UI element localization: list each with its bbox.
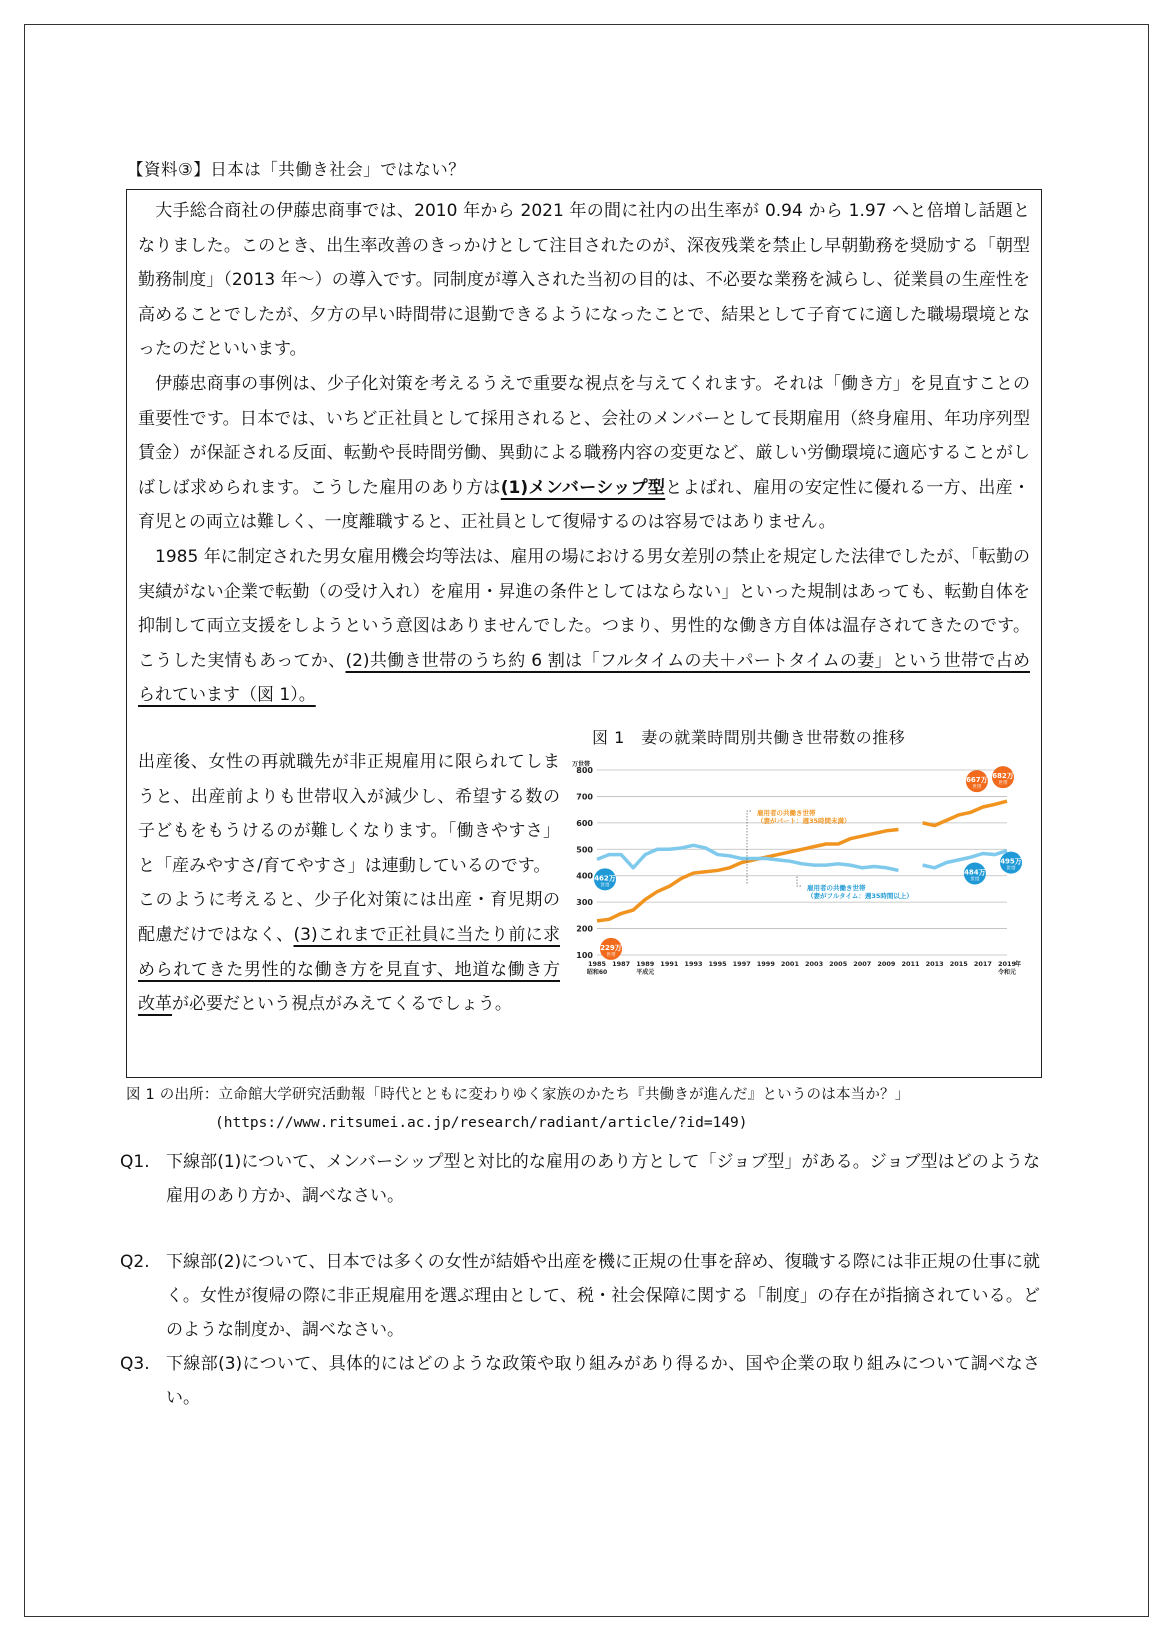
y-tick-label: 600 <box>576 818 593 828</box>
x-tick-label: 2019 <box>997 960 1017 968</box>
x-tick-label: 1993 <box>684 960 703 968</box>
question-3 <box>120 1347 1040 1415</box>
y-axis-label: 万世帯 <box>572 761 591 768</box>
question-text: 下線部(1)について、メンバーシップ型と対比的な雇用のあり方として「ジョブ型」がある。ジョブ型はどのような雇用のあり方か、調べなさい。 <box>166 1152 1040 1206</box>
y-tick-label: 700 <box>576 792 593 802</box>
x-tick-label: 令和元 <box>997 969 1017 976</box>
callout-label: 世帯 <box>1006 866 1016 872</box>
figure-source: 図 1 の出所：立命館大学研究活動報「時代とともに変わりゆく家族のかたち『共働きが進んだ』というのは本当か？」 <box>126 1087 910 1103</box>
y-tick-label: 800 <box>576 766 593 775</box>
callout-label: 462万 <box>594 874 616 883</box>
paragraph-1: 大手総合商社の伊藤忠商事では、2010 年から 2021 年の間に社内の出生率が 0.94 から 1.97 へと倍増し話題となりました。このとき、出生率改善のきっかけとして注目されたのが、深夜残業を禁止し早朝勤務を奨励する「朝型勤務制度」（2013 年～）の導入です。同制度が導入された当初の目的は、不必要な業務を減らし、従業員の生産性を高めることでしたが、夕方の早い時間帯に退勤できるようになったことで、結果として子育てに適した職場環境となったのだといいます。 <box>138 201 1030 360</box>
y-tick-label: 400 <box>576 871 593 881</box>
series-line-1 <box>923 801 1007 825</box>
callout-label: 229万 <box>600 943 622 952</box>
x-axis-label: 年 <box>1015 961 1022 968</box>
series-line-2 <box>923 851 1007 868</box>
figure-caption: 図 1 妻の就業時間別共働き世帯数の推移 <box>592 728 906 747</box>
question-number: Q2. <box>120 1252 150 1272</box>
x-tick-label: 2005 <box>829 960 848 968</box>
document-heading: 【資料③】日本は「共働き社会」ではない？ <box>127 160 466 179</box>
question-number: Q1. <box>120 1152 150 1172</box>
chart <box>567 755 1033 995</box>
underline-2: (2)共働き世帯のうち約 6 割は「フルタイムの夫＋パートタイムの妻」という世帯で占められています（図 1）。 <box>138 650 1030 706</box>
series-label-leader <box>797 875 801 886</box>
underline-3: (3)これまで正社員に当たり前に求められてきた男性的な働き方を見直す、地道な働き方改革 <box>138 924 560 1015</box>
underline-1: (1)メンバーシップ型 <box>500 477 666 498</box>
x-tick-label: 1987 <box>612 960 631 968</box>
left-column-text: 出産後、女性の再就職先が非正規雇用に限られてしまうと、出産前よりも世帯収入が減少し、希望する数の子どもをもうけるのが難しくなります。「働きやすさ」と「産みやすさ/育てやすさ」は連動しているのです。 このように考えると、少子化対策には出産・育児期の配慮だけではなく、(3)これまで正社員に当たり前に求められてきた男性的な働き方を見直す、地道な働き方改革が必要だという視点がみえてくるでしょう。 <box>138 752 560 1015</box>
paragraph-3: 1985 年に制定された男女雇用機会均等法は、雇用の場における男女差別の禁止を規定した法律でしたが、「転勤の実績がない企業で転勤（の受け入れ）を雇用・昇進の条件としてはならない」といった規制はあっても、転勤自体を抑制して両立支援をしようという意図はありませんでした。つまり、男性的な働き方自体は温存されてきたのです。こうした実情もあってか、(2)共働き世帯のうち約 6 割は「フルタイムの夫＋パートタイムの妻」という世帯で占められています（図 1）。 <box>138 547 1030 706</box>
series-label: 雇用者の共働き世帯 <box>807 884 866 892</box>
callout-label: 世帯 <box>606 952 616 958</box>
x-tick-label: 2015 <box>949 960 968 968</box>
callout-label: 484万 <box>964 868 986 877</box>
callout-label: 682万 <box>992 772 1014 781</box>
series-label: （妻がフルタイム：週35時間以上） <box>807 892 913 900</box>
x-tick-label: 1991 <box>660 960 679 968</box>
series-line-1 <box>597 829 898 920</box>
question-1 <box>120 1145 1040 1213</box>
x-tick-label: 1989 <box>636 960 655 968</box>
question-2 <box>120 1245 1040 1347</box>
x-tick-label: 2001 <box>780 960 799 968</box>
callout-label: 世帯 <box>998 781 1008 787</box>
x-tick-label: 2013 <box>925 960 944 968</box>
series-label-leader <box>747 811 751 885</box>
x-tick-label: 2009 <box>877 960 896 968</box>
callout-label: 495万 <box>1000 857 1022 866</box>
paragraph-2: 伊藤忠商事の事例は、少子化対策を考えるうえで重要な視点を与えてくれます。それは「働き方」を見直すことの重要性です。日本では、いちど正社員として採用されると、会社のメンバーとして長期雇用（終身雇用、年功序列型賃金）が保証される反面、転勤や長時間労働、異動による職務内容の変更など、厳しい労働環境に適応することがしばしば求められます。こうした雇用のあり方は(1)メンバーシップ型とよばれ、雇用の安定性に優れる一方、出産・育児との両立は難しく、一度離職すると、正社員として復帰するのは容易ではありません。 <box>138 374 1031 533</box>
question-text: 下線部(3)について、具体的にはどのような政策や取り組みがあり得るか、国や企業の取り組みについて調べなさい。 <box>166 1354 1040 1408</box>
x-tick-label: 2007 <box>853 960 872 968</box>
x-tick-label: 1997 <box>732 960 751 968</box>
question-text: 下線部(2)について、日本では多くの女性が結婚や出産を機に正規の仕事を辞め、復職する際には非正規の仕事に就く。女性が復帰の際に非正規雇用を選ぶ理由として、税・社会保障に関する「制度」の存在が指摘されている。どのような制度か、調べなさい。 <box>166 1252 1040 1340</box>
callout-label: 世帯 <box>972 785 982 791</box>
question-number: Q3. <box>120 1354 150 1374</box>
y-tick-label: 200 <box>576 924 593 934</box>
y-tick-label: 100 <box>576 951 593 960</box>
x-tick-label: 1985 <box>587 960 607 968</box>
callout-label: 667万 <box>966 776 988 785</box>
y-tick-label: 300 <box>576 898 593 908</box>
x-tick-label: 昭和60 <box>586 969 608 976</box>
chart-svg <box>567 755 1033 995</box>
callout-label: 世帯 <box>600 883 610 889</box>
series-label: 雇用者の共働き世帯 <box>757 809 816 817</box>
material-box <box>126 189 1042 1078</box>
x-tick-label: 1999 <box>756 960 775 968</box>
callout-label: 世帯 <box>970 877 980 883</box>
x-tick-label: 平成元 <box>636 969 655 976</box>
x-tick-label: 2011 <box>901 960 920 968</box>
source-url: (https://www.ritsumei.ac.jp/research/radiant/article/?id=149) <box>215 1115 748 1131</box>
x-tick-label: 2017 <box>973 960 992 968</box>
y-tick-label: 500 <box>576 845 593 855</box>
series-label: （妻がパート：週35時間未満） <box>757 817 851 825</box>
x-tick-label: 2003 <box>805 960 824 968</box>
x-tick-label: 1995 <box>708 960 727 968</box>
